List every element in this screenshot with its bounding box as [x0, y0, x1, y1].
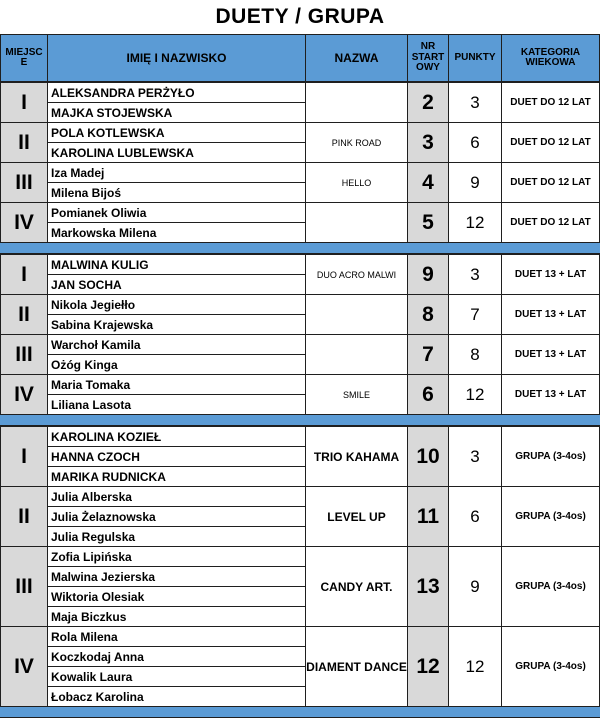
participant-name: Markowska Milena — [47, 222, 306, 243]
participant-name: Iza Madej — [47, 162, 306, 183]
team-name: CANDY ART. — [305, 546, 408, 627]
start-number: 11 — [407, 486, 449, 547]
place-cell: I — [0, 426, 48, 487]
start-number: 10 — [407, 426, 449, 487]
points-value: 9 — [448, 162, 502, 203]
team-name: DIAMENT DANCE — [305, 626, 408, 707]
team-name: HELLO — [305, 162, 408, 203]
place-cell: I — [0, 82, 48, 123]
points-value: 7 — [448, 294, 502, 335]
team-name — [305, 202, 408, 243]
participant-name: Kowalik Laura — [47, 666, 306, 687]
participant-name: Julia Żelaznowska — [47, 506, 306, 527]
participant-name: Wiktoria Olesiak — [47, 586, 306, 607]
participant-name: MARIKA RUDNICKA — [47, 466, 306, 487]
participant-name: Zofia Lipińska — [47, 546, 306, 567]
place-cell: I — [0, 254, 48, 295]
start-number: 2 — [407, 82, 449, 123]
place-cell: II — [0, 122, 48, 163]
participant-name: JAN SOCHA — [47, 274, 306, 295]
points-value: 6 — [448, 122, 502, 163]
points-value: 8 — [448, 334, 502, 375]
participant-name: Malwina Jezierska — [47, 566, 306, 587]
points-value: 6 — [448, 486, 502, 547]
participant-name: Warchoł Kamila — [47, 334, 306, 355]
start-number: 3 — [407, 122, 449, 163]
participant-name: ALEKSANDRA PERŻYŁO — [47, 82, 306, 103]
participant-name: Rola Milena — [47, 626, 306, 647]
place-cell: III — [0, 546, 48, 627]
participant-name: KAROLINA KOZIEŁ — [47, 426, 306, 447]
start-number: 6 — [407, 374, 449, 415]
age-category: GRUPA (3-4os) — [501, 426, 600, 487]
team-name: TRIO KAHAMA — [305, 426, 408, 487]
participant-name: MALWINA KULIG — [47, 254, 306, 275]
header-category: KATEGORIA WIEKOWA — [501, 34, 600, 82]
place-cell: III — [0, 334, 48, 375]
points-value: 12 — [448, 202, 502, 243]
team-name: LEVEL UP — [305, 486, 408, 547]
age-category: DUET 13 + LAT — [501, 254, 600, 295]
points-value: 3 — [448, 426, 502, 487]
points-value: 9 — [448, 546, 502, 627]
age-category: GRUPA (3-4os) — [501, 626, 600, 707]
header-points: PUNKTY — [448, 34, 502, 82]
team-name — [305, 294, 408, 335]
age-category: DUET DO 12 LAT — [501, 162, 600, 203]
start-number: 12 — [407, 626, 449, 707]
header-name: IMIĘ I NAZWISKO — [47, 34, 306, 82]
participant-name: POLA KOTLEWSKA — [47, 122, 306, 143]
section-separator — [0, 414, 600, 426]
points-value: 12 — [448, 626, 502, 707]
place-cell: III — [0, 162, 48, 203]
start-number: 9 — [407, 254, 449, 295]
section-separator — [0, 706, 600, 718]
participant-name: Maja Biczkus — [47, 606, 306, 627]
participant-name: Koczkodaj Anna — [47, 646, 306, 667]
age-category: DUET 13 + LAT — [501, 294, 600, 335]
age-category: GRUPA (3-4os) — [501, 546, 600, 627]
start-number: 5 — [407, 202, 449, 243]
participant-name: HANNA CZOCH — [47, 446, 306, 467]
place-cell: IV — [0, 374, 48, 415]
participant-name: MAJKA STOJEWSKA — [47, 102, 306, 123]
team-name: SMILE — [305, 374, 408, 415]
team-name: PINK ROAD — [305, 122, 408, 163]
place-cell: IV — [0, 202, 48, 243]
age-category: DUET DO 12 LAT — [501, 202, 600, 243]
age-category: DUET 13 + LAT — [501, 374, 600, 415]
participant-name: Sabina Krajewska — [47, 314, 306, 335]
participant-name: Nikola Jegiełło — [47, 294, 306, 315]
team-name — [305, 334, 408, 375]
participant-name: KAROLINA LUBLEWSKA — [47, 142, 306, 163]
place-cell: II — [0, 294, 48, 335]
participant-name: Pomianek Oliwia — [47, 202, 306, 223]
section-separator — [0, 242, 600, 254]
start-number: 8 — [407, 294, 449, 335]
team-name — [305, 82, 408, 123]
age-category: DUET DO 12 LAT — [501, 122, 600, 163]
header-start-number: NR START OWY — [407, 34, 449, 82]
team-name: DUO ACRO MALWI — [305, 254, 408, 295]
participant-name: Ożóg Kinga — [47, 354, 306, 375]
header-place: MIEJSC E — [0, 34, 48, 82]
start-number: 7 — [407, 334, 449, 375]
age-category: DUET 13 + LAT — [501, 334, 600, 375]
start-number: 13 — [407, 546, 449, 627]
page-title: DUETY / GRUPA — [215, 5, 385, 28]
age-category: DUET DO 12 LAT — [501, 82, 600, 123]
participant-name: Julia Alberska — [47, 486, 306, 507]
place-cell: II — [0, 486, 48, 547]
points-value: 3 — [448, 254, 502, 295]
header-team: NAZWA — [305, 34, 408, 82]
participant-name: Maria Tomaka — [47, 374, 306, 395]
age-category: GRUPA (3-4os) — [501, 486, 600, 547]
participant-name: Milena Bijoś — [47, 182, 306, 203]
points-value: 12 — [448, 374, 502, 415]
start-number: 4 — [407, 162, 449, 203]
points-value: 3 — [448, 82, 502, 123]
participant-name: Julia Regulska — [47, 526, 306, 547]
participant-name: Liliana Lasota — [47, 394, 306, 415]
participant-name: Łobacz Karolina — [47, 686, 306, 707]
place-cell: IV — [0, 626, 48, 707]
